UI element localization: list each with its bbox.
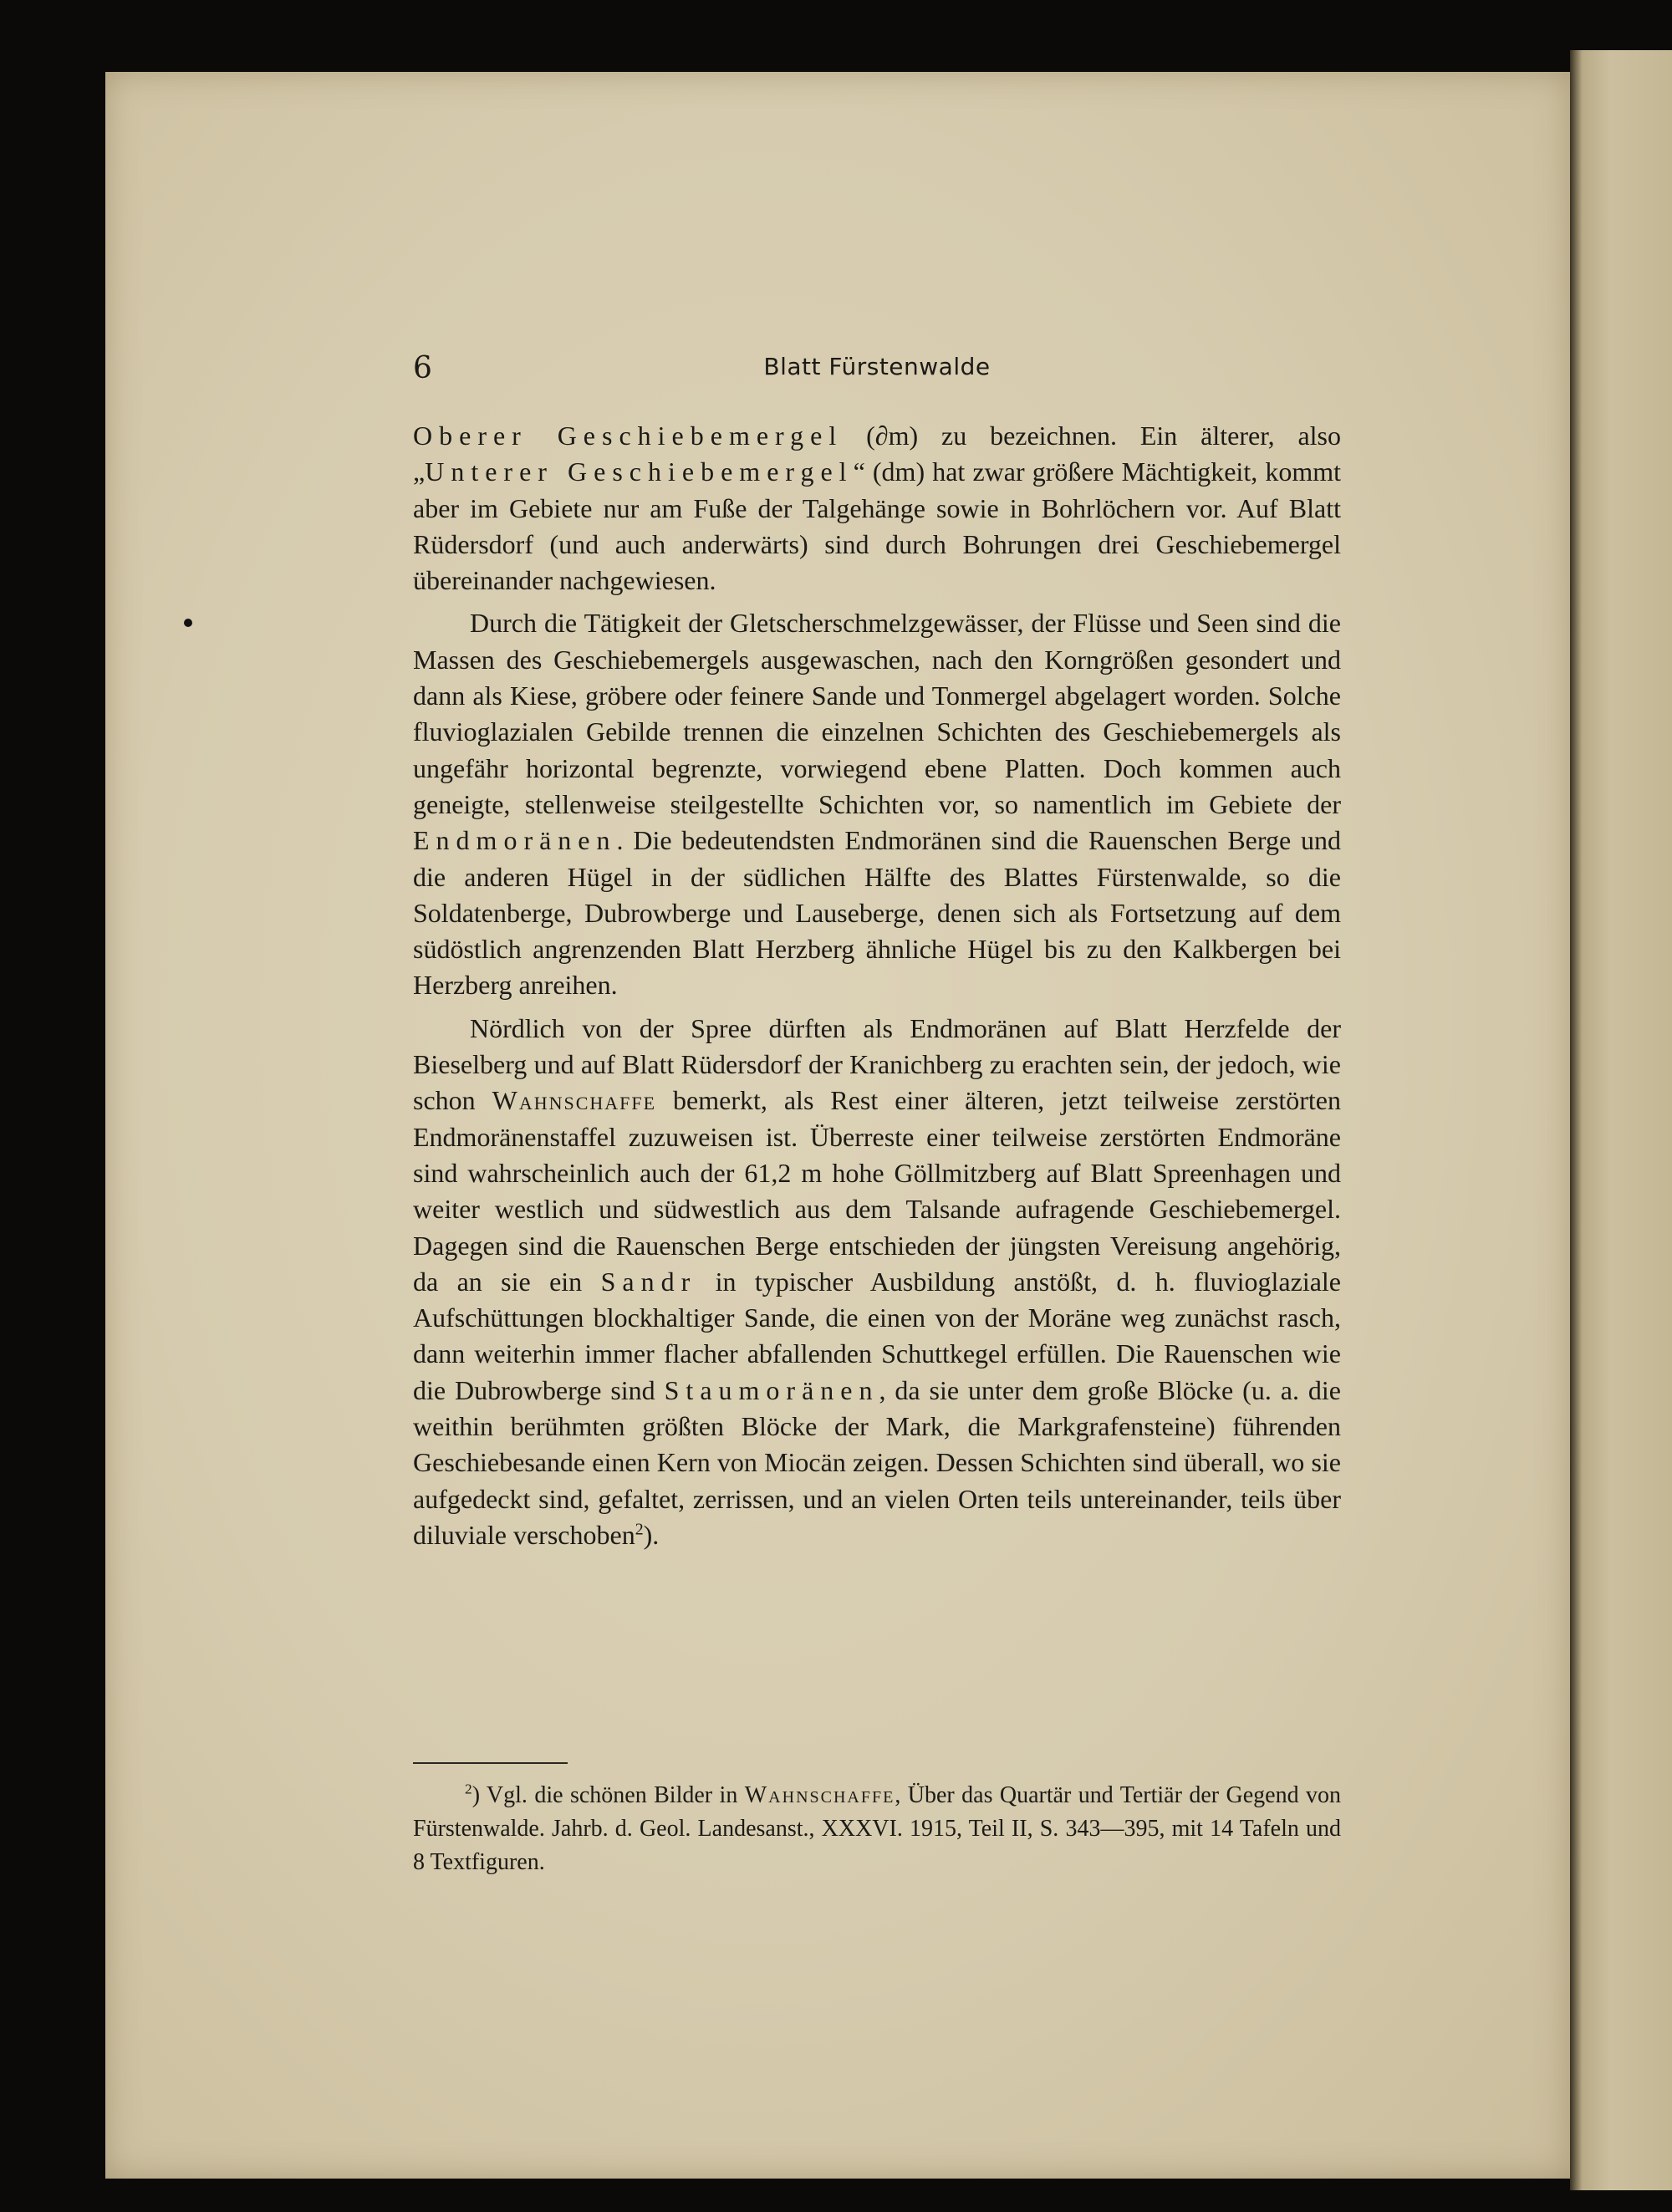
facing-page-edge — [1570, 50, 1672, 2190]
text-run: bemerkt, als Rest einer älteren, jetzt teilweise zerstörten Endmoränenstaffel zuzuweisen ist. Überreste einer teilweise zerstörten Endmoräne sind wahrscheinlich auch der 61,2 m hohe Göllmitzberg auf Blatt Spreenhagen und weiter westlich und südwestlich aus dem Talsande aufragende Geschiebemergel. Dagegen sind die Rauenschen Berge entschieden der jüngsten Vereisung angehörig, da an sie ein — [413, 1085, 1342, 1297]
paragraph-3 — [413, 1011, 1341, 1553]
spaced-term: Oberer Geschiebemergel — [413, 420, 844, 451]
spaced-term: Endmoränen — [413, 825, 617, 856]
author-name: Wahnschaffe — [492, 1085, 657, 1116]
text-run: (∂m) zu bezeichnen. Ein älterer, also „ — [413, 420, 1342, 487]
page-header — [413, 351, 1341, 393]
ink-spot — [184, 619, 192, 627]
footnote-marker: 2 — [465, 1781, 472, 1797]
text-run: Durch die Tätigkeit der Gletscherschmelzgewässer, der Flüsse und Seen sind die Massen des Geschiebemergels ausgewaschen, nach den Korngrößen gesondert und dann als Kiese, gröbere oder feinere Sande und Tonmergel abgelagert worden. Solche fluvioglazialen Gebilde trennen die einzelnen Schichten des Geschiebemergels als ungefähr horizontal begrenzte, vorwiegend ebene Platten. Doch kommen auch geneigte, stellenweise steilgestellte Schichten vor, so namentlich im Gebiete der — [413, 608, 1341, 819]
text-run: “ (dm) hat zwar größere Mächtigkeit, kommt aber im Gebiete nur am Fuße der Talgehänge sowie in Bohrlöchern vor. Auf Blatt Rüdersdorf (und auch anderwärts) sind durch Bohrungen drei Geschiebemergel übereinander nachgewiesen. — [413, 456, 1342, 596]
paragraph-1 — [413, 418, 1341, 599]
text-run: , Über das Quartär und Tertiär der Gegend von Fürstenwalde. Jahrb. d. Geol. Landesanst., XXXVI. 1915, Teil II, S. 343—395, mit 14 Tafeln und 8 Textfiguren. — [413, 1782, 1342, 1875]
page-number: 6 — [413, 351, 432, 385]
text-run: Nördlich von der Spree dürften als Endmoränen auf Blatt Herzfelde der Bieselberg und auf Blatt Rüdersdorf der Kranichberg zu erachten sein, der jedoch, wie schon — [413, 1012, 1341, 1116]
spaced-term: Sandr — [600, 1266, 697, 1297]
footnote-ref: 2 — [635, 1520, 644, 1539]
footnote-rule — [413, 1762, 568, 1764]
text-run: , da sie unter dem große Blöcke (u. a. die weithin berühmten größten Blöcke der Mark, die Markgrafensteine) führenden Geschiebesande einen Kern von Miocän zeigen. Dessen Schichten sind überall, wo sie aufgedeckt sind, gefaltet, zerrissen, und an vielen Orten teils untereinander, teils über diluviale verschoben — [413, 1374, 1341, 1550]
footnote — [413, 1779, 1341, 1879]
spaced-term: Unterer Geschiebemergel — [425, 456, 854, 487]
text-run: in typischer Ausbildung anstößt, d. h. fluvioglaziale Aufschüttungen blockhaltiger Sande, die einen von der Moräne weg zunächst rasch, dann weiterhin immer flacher abfallenden Schuttkegel erfüllen. Die Rauenschen wie die Dubrowberge sind — [413, 1266, 1342, 1405]
paragraph-2 — [413, 605, 1341, 1003]
text-run: ) Vgl. die schönen Bilder in — [472, 1782, 745, 1808]
body-text — [413, 418, 1341, 1560]
text-run: ). — [643, 1519, 660, 1550]
author-name: Wahnschaffe — [744, 1782, 895, 1808]
text-run: . Die bedeutendsten Endmoränen sind die Rauenschen Berge und die anderen Hügel in der südlichen Hälfte des Blattes Fürstenwalde, so die Soldatenberge, Dubrowberge und Lauseberge, denen sich als Fortsetzung auf dem südöstlich angrenzenden Blatt Herzberg ähnliche Hügel bis zu den Kalkbergen bei Herzberg anreihen. — [413, 825, 1341, 1001]
running-title: Blatt Fürstenwalde — [763, 353, 991, 380]
spaced-term: Staumoränen — [664, 1374, 879, 1405]
